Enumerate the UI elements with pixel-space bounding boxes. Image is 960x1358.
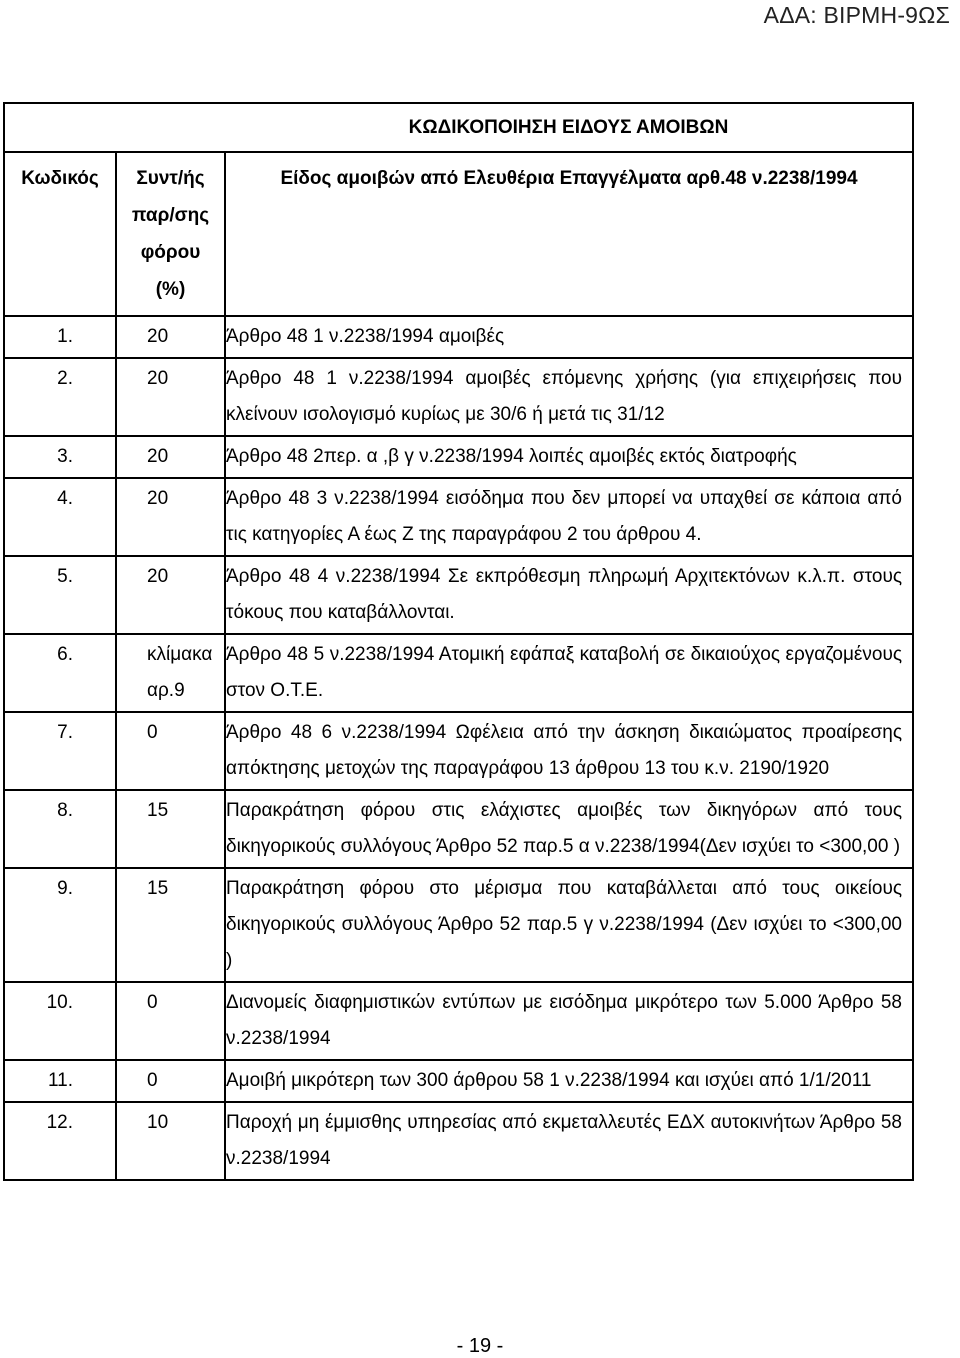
row-code: 4. <box>4 478 116 556</box>
row-code: 2. <box>4 358 116 436</box>
table-row <box>4 1060 913 1102</box>
header-rate-line3: φόρου <box>140 242 201 263</box>
row-description: Άρθρο 48 4 ν.2238/1994 Σε εκπρόθεσμη πληρωμή Αρχιτεκτόνων κ.λ.π. στους τόκους που καταβάλλονται. <box>225 556 913 634</box>
page-number: - 19 - <box>456 1335 504 1357</box>
row-code: 11. <box>4 1060 116 1102</box>
row-rate: 20 <box>116 556 225 634</box>
row-rate: 0 <box>116 982 225 1060</box>
header-rate-line2: παρ/σης <box>131 205 210 226</box>
ada-stamp: ΑΔΑ: ΒΙΡΜΗ-9ΩΣ <box>763 2 950 28</box>
row-code: 7. <box>4 712 116 790</box>
table-row <box>4 556 913 634</box>
table-row <box>4 316 913 358</box>
row-rate: 0 <box>116 1060 225 1102</box>
row-code: 3. <box>4 436 116 478</box>
table-row <box>4 358 913 436</box>
row-description: Παρακράτηση φόρου στο μέρισμα που καταβάλλεται από τους οικείους δικηγορικούς συλλόγους Άρθρο 52 παρ.5 γ ν.2238/1994 (Δεν ισχύει το <300,00 ) <box>225 868 913 982</box>
table-title-row <box>4 103 913 152</box>
row-rate: 10 <box>116 1102 225 1180</box>
row-description: Διανομείς διαφημιστικών εντύπων με εισόδημα μικρότερο των 5.000 Άρθρο 58 ν.2238/1994 <box>225 982 913 1060</box>
row-rate: 20 <box>116 358 225 436</box>
row-description: Παροχή μη έμμισθης υπηρεσίας από εκμεταλλευτές ΕΔΧ αυτοκινήτων Άρθρο 58 ν.2238/1994 <box>225 1102 913 1180</box>
table-row <box>4 982 913 1060</box>
row-description: Αμοιβή μικρότερη των 300 άρθρου 58 1 ν.2238/1994 και ισχύει από 1/1/2011 <box>225 1060 913 1102</box>
row-code: 5. <box>4 556 116 634</box>
row-rate: 15 <box>116 868 225 982</box>
row-description: Παρακράτηση φόρου στις ελάχιστες αμοιβές των δικηγόρων από τους δικηγορικούς συλλόγους Άρθρο 52 παρ.5 α ν.2238/1994(Δεν ισχύει το <300,00 ) <box>225 790 913 868</box>
row-rate: 20 <box>116 316 225 358</box>
table-row <box>4 1102 913 1180</box>
row-rate: 15 <box>116 790 225 868</box>
row-code: 6. <box>4 634 116 712</box>
row-code: 9. <box>4 868 116 982</box>
table-row <box>4 790 913 868</box>
header-rate-line1: Συντ/ής <box>136 168 205 189</box>
header-rate-line4: (%) <box>155 279 186 300</box>
header-code: Κωδικός <box>4 152 116 316</box>
row-rate: 20 <box>116 478 225 556</box>
header-description: Είδος αμοιβών από Ελευθέρια Επαγγέλματα αρθ.48 ν.2238/1994 <box>225 152 913 316</box>
table-row <box>4 634 913 712</box>
fee-codes-table <box>3 102 914 1181</box>
row-description: Άρθρο 48 1 ν.2238/1994 αμοιβές <box>225 316 913 358</box>
row-code: 10. <box>4 982 116 1060</box>
header-rate <box>116 152 225 316</box>
row-description: Άρθρο 48 2περ. α ,β γ ν.2238/1994 λοιπές αμοιβές εκτός διατροφής <box>225 436 913 478</box>
row-rate: 0 <box>116 712 225 790</box>
row-description: Άρθρο 48 3 ν.2238/1994 εισόδημα που δεν μπορεί να υπαχθεί σε κάποια από τις κατηγορίες Α έως Ζ της παραγράφου 2 του άρθρου 4. <box>225 478 913 556</box>
row-description: Άρθρο 48 6 ν.2238/1994 Ωφέλεια από την άσκηση δικαιώματος προαίρεσης απόκτησης μετοχών της παραγράφου 13 άρθρου 13 του κ.ν. 2190/1920 <box>225 712 913 790</box>
row-rate: κλίμακα αρ.9 <box>116 634 225 712</box>
row-code: 12. <box>4 1102 116 1180</box>
table-row <box>4 868 913 982</box>
table-row <box>4 712 913 790</box>
table-header-row <box>4 152 913 316</box>
row-code: 8. <box>4 790 116 868</box>
row-description: Άρθρο 48 5 ν.2238/1994 Ατομική εφάπαξ καταβολή σε δικαιούχος εργαζομένους στον Ο.Τ.Ε. <box>225 634 913 712</box>
table-title: ΚΩΔΙΚΟΠΟΙΗΣΗ ΕΙΔΟΥΣ ΑΜΟΙΒΩΝ <box>4 103 913 152</box>
table-row <box>4 478 913 556</box>
table-row <box>4 436 913 478</box>
row-description: Άρθρο 48 1 ν.2238/1994 αμοιβές επόμενης χρήσης (για επιχειρήσεις που κλείνουν ισολογισμό κυρίως με 30/6 ή μετά τις 31/12 <box>225 358 913 436</box>
row-code: 1. <box>4 316 116 358</box>
row-rate: 20 <box>116 436 225 478</box>
